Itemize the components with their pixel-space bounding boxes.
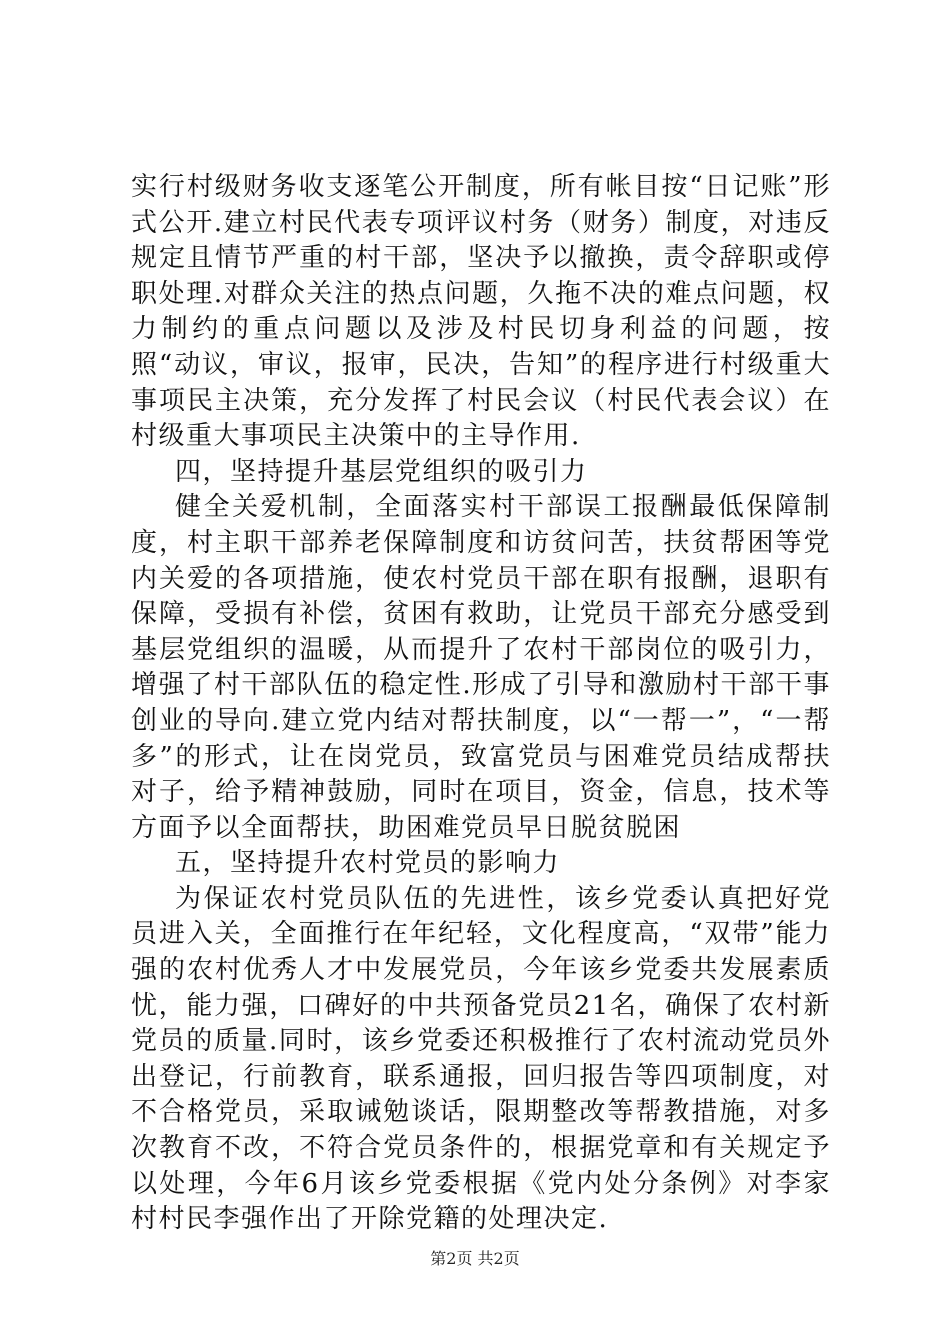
paragraph-section-4: 健全关爱机制，全面落实村干部误工报酬最低保障制度，村主职干部养老保障制度和访贫问苦，扶贫帮困等党内关爱的各项措施，使农村党员干部在职有报酬，退职有保障，受损有补偿，贫困有救助，让党员干部充分感受到基层党组织的温暖，从而提升了农村干部岗位的吸引力，增强了村干部队伍的稳定性.形成了引导和激励村干部干事创业的导向.建立党内结对帮扶制度，以“一帮一”，“一帮多”的形式，让在岗党员，致富党员与困难党员结成帮扶对子，给予精神鼓励，同时在项目，资金，信息，技术等方面予以全面帮扶，助困难党员早日脱贫脱困 — [131, 492, 831, 843]
paragraph-continued: 实行村级财务收支逐笔公开制度，所有帐目按“日记账”形式公开.建立村民代表专项评议村务（财务）制度，对违反规定且情节严重的村干部，坚决予以撤换，责令辞职或停职处理.对群众关注的热点问题，久拖不决的难点问题，权力制约的重点问题以及涉及村民切身利益的问题，按照“动议，审议，报审，民决，告知”的程序进行村级重大事项民主决策，充分发挥了村民会议（村民代表会议）在村级重大事项民主决策中的主导作用. — [131, 172, 831, 452]
page-number-label: 第2页 共2页 — [430, 1249, 520, 1268]
section-heading-4: 四，坚持提升基层党组织的吸引力 — [175, 456, 588, 487]
document-body — [131, 170, 831, 1238]
page-footer — [0, 1246, 950, 1269]
paragraph-section-5: 为保证农村党员队伍的先进性，该乡党委认真把好党员进入关，全面推行在年纪轻，文化程度高，“双带”能力强的农村优秀人才中发展党员，今年该乡党委共发展素质忧，能力强，口碑好的中共预备党员21名，确保了农村新党员的质量.同时，该乡党委还积极推行了农村流动党员外出登记，行前教育，联系通报，回归报告等四项制度，对不合格党员，采取诫勉谈话，限期整改等帮教措施，对多次教育不改，不符合党员条件的，根据党章和有关规定予以处理，今年6月该乡党委根据《党内处分条例》对李家村村民李强作出了开除党籍的处理决定. — [131, 883, 831, 1235]
section-heading-5: 五，坚持提升农村党员的影响力 — [175, 848, 561, 879]
